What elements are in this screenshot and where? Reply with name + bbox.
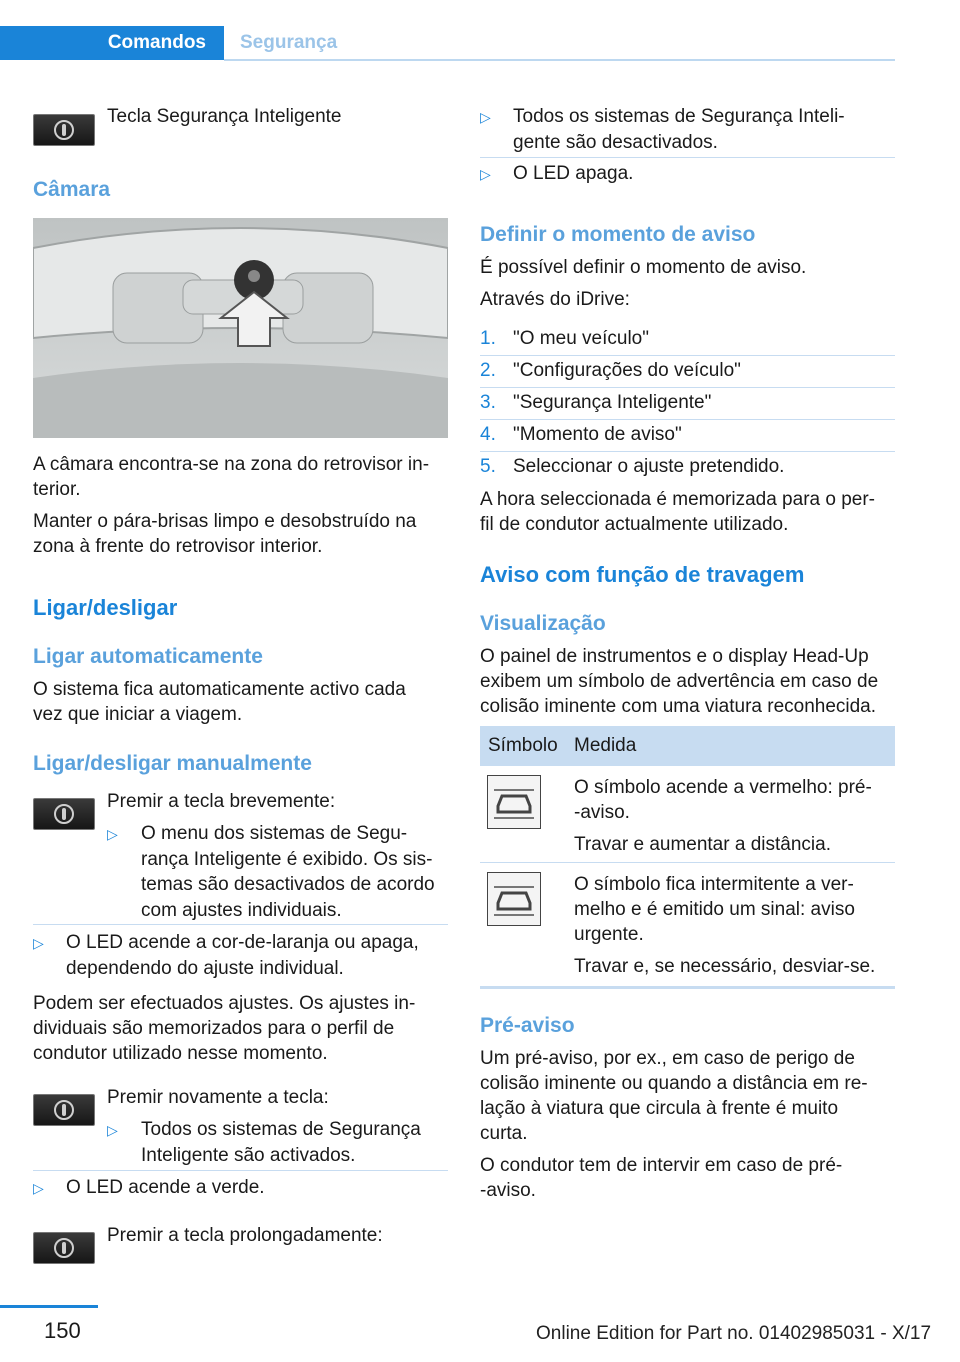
row1-line2: -aviso. <box>574 802 630 823</box>
tab-seguranca[interactable]: Segurança <box>240 32 338 53</box>
stored-line2: fil de condutor actualmente utilizado. <box>480 514 789 535</box>
camera-photo <box>33 218 448 438</box>
bullet-triangle-icon: ▷ <box>33 1180 44 1196</box>
pre-line4: curta. <box>480 1123 528 1144</box>
intelligent-safety-key-icon <box>33 798 95 830</box>
divider <box>480 387 895 388</box>
vis-heading: Visualização <box>480 612 606 635</box>
table-header <box>480 726 895 766</box>
intelligent-safety-key-icon <box>33 1094 95 1126</box>
chapter-header <box>0 26 895 62</box>
camera-text2-line1: Manter o pára-brisas limpo e desobstruído na <box>33 511 417 532</box>
row2-line2: melho e é emitido um sinal: aviso <box>574 899 855 920</box>
bullet-triangle-icon: ▷ <box>480 109 491 125</box>
pre-line6: -aviso. <box>480 1180 536 1201</box>
settings-line2: dividuais são memorizados para o perfil de <box>33 1018 395 1039</box>
tab-comandos[interactable]: Comandos <box>0 26 224 60</box>
divider <box>480 355 895 356</box>
col-measure: Medida <box>574 735 637 756</box>
pre-line2: colisão iminente ou quando a distância em re- <box>480 1073 868 1094</box>
divider <box>33 1170 448 1171</box>
intelligent-safety-key-icon <box>33 1232 95 1264</box>
row2-line1: O símbolo fica intermitente a ver- <box>574 874 854 895</box>
vis-line3: colisão iminente com uma viatura reconhecida. <box>480 696 877 717</box>
bullet-triangle-icon: ▷ <box>107 1122 118 1138</box>
bullet-triangle-icon: ▷ <box>480 166 491 182</box>
press-again: Premir novamente a tecla: <box>107 1087 329 1108</box>
stored-line1: A hora seleccionada é memorizada para o per- <box>480 489 876 510</box>
key-label: Tecla Segurança Inteligente <box>107 106 342 127</box>
collision-warning-car-icon <box>487 775 541 829</box>
pre-line5: O condutor tem de intervir em caso de pré- <box>480 1155 843 1176</box>
vis-line1: O painel de instrumentos e o display Head-Up <box>480 646 869 667</box>
vis-line2: exibem um símbolo de advertência em caso de <box>480 671 879 692</box>
divider <box>480 419 895 420</box>
table-bottom-rule <box>480 986 895 989</box>
row2-line3: urgente. <box>574 924 644 945</box>
col-symbol: Símbolo <box>488 735 558 756</box>
edition-note: Online Edition for Part no. 01402985031 - X/17 <box>536 1323 932 1344</box>
footer-rule <box>0 1305 98 1308</box>
auto-text-line1: O sistema fica automaticamente activo cada <box>33 679 406 700</box>
divider <box>480 451 895 452</box>
row1-line3: Travar e aumentar a distância. <box>574 834 831 855</box>
page-number: 150 <box>44 1318 81 1343</box>
collision-warning-car-icon <box>487 872 541 926</box>
onoff-heading: Ligar/desligar <box>33 595 178 620</box>
settings-line1: Podem ser efectuados ajustes. Os ajustes in- <box>33 993 416 1014</box>
press-long: Premir a tecla prolongadamente: <box>107 1225 383 1246</box>
camera-text1-line1: A câmara encontra-se na zona do retrovisor in- <box>33 454 430 475</box>
camera-text2-line2: zona à frente do retrovisor interior. <box>33 536 323 557</box>
divider <box>480 157 895 158</box>
warn-text: É possível definir o momento de aviso. <box>480 257 807 278</box>
settings-line3: condutor utilizado nesse momento. <box>33 1043 328 1064</box>
idrive-text: Através do iDrive: <box>480 289 630 310</box>
pre-heading: Pré-aviso <box>480 1014 575 1037</box>
auto-heading: Ligar automaticamente <box>33 645 263 668</box>
manual-heading: Ligar/desligar manualmente <box>33 752 312 775</box>
auto-text-line2: vez que iniciar a viagem. <box>33 704 243 725</box>
bullet-triangle-icon: ▷ <box>107 826 118 842</box>
camera-heading: Câmara <box>33 178 111 201</box>
intelligent-safety-key-icon <box>33 114 95 146</box>
pre-line3: lação à viatura que circula à frente é muito <box>480 1098 839 1119</box>
table-row-divider <box>480 862 895 863</box>
row2-line4: Travar e, se necessário, desviar-se. <box>574 956 876 977</box>
divider <box>33 924 448 925</box>
header-rule <box>224 59 895 61</box>
row1-line1: O símbolo acende a vermelho: pré- <box>574 777 872 798</box>
warn-heading: Definir o momento de aviso <box>480 223 756 246</box>
bullet-triangle-icon: ▷ <box>33 935 44 951</box>
pre-line1: Um pré-aviso, por ex., em caso de perigo de <box>480 1048 855 1069</box>
brake-heading: Aviso com função de travagem <box>480 562 805 587</box>
camera-text1-line2: terior. <box>33 479 81 500</box>
press-briefly: Premir a tecla brevemente: <box>107 791 336 812</box>
